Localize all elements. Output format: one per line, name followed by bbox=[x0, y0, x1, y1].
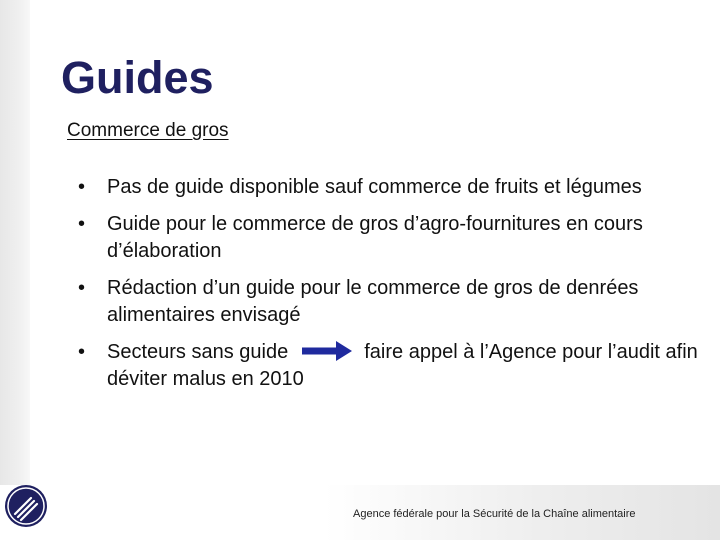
bullet-text: Pas de guide disponible sauf commerce de fruits et légumes bbox=[107, 176, 642, 198]
bullet-item bbox=[78, 275, 708, 329]
bullet-dot-icon: • bbox=[78, 176, 86, 198]
section-subtitle: Commerce de gros bbox=[67, 120, 229, 141]
afsca-fork-logo-icon bbox=[3, 483, 49, 529]
bullet-item bbox=[78, 211, 708, 265]
bullet-item bbox=[78, 339, 708, 393]
bullet-dot-icon: • bbox=[78, 213, 86, 235]
bullet-text-before-arrow: Secteurs sans guide bbox=[107, 341, 289, 363]
bullet-dot-icon: • bbox=[78, 277, 86, 299]
bullet-item bbox=[78, 174, 708, 201]
right-arrow-icon bbox=[302, 341, 352, 361]
page-title: Guides bbox=[61, 52, 214, 103]
footer-agency-name: Agence fédérale pour la Sécurité de la Chaîne alimentaire bbox=[353, 508, 636, 520]
bullet-list bbox=[78, 174, 708, 403]
bullet-dot-icon: • bbox=[78, 341, 86, 363]
bullet-text-after-arrow: faire appel à l’Agence pour l’audit afin déviter malus en 2010 bbox=[107, 341, 698, 390]
left-decorative-band bbox=[0, 0, 30, 540]
bullet-text: Guide pour le commerce de gros d’agro-fournitures en cours d’élaboration bbox=[107, 213, 643, 262]
bullet-text: Rédaction d’un guide pour le commerce de gros de denrées alimentaires envisagé bbox=[107, 277, 639, 326]
